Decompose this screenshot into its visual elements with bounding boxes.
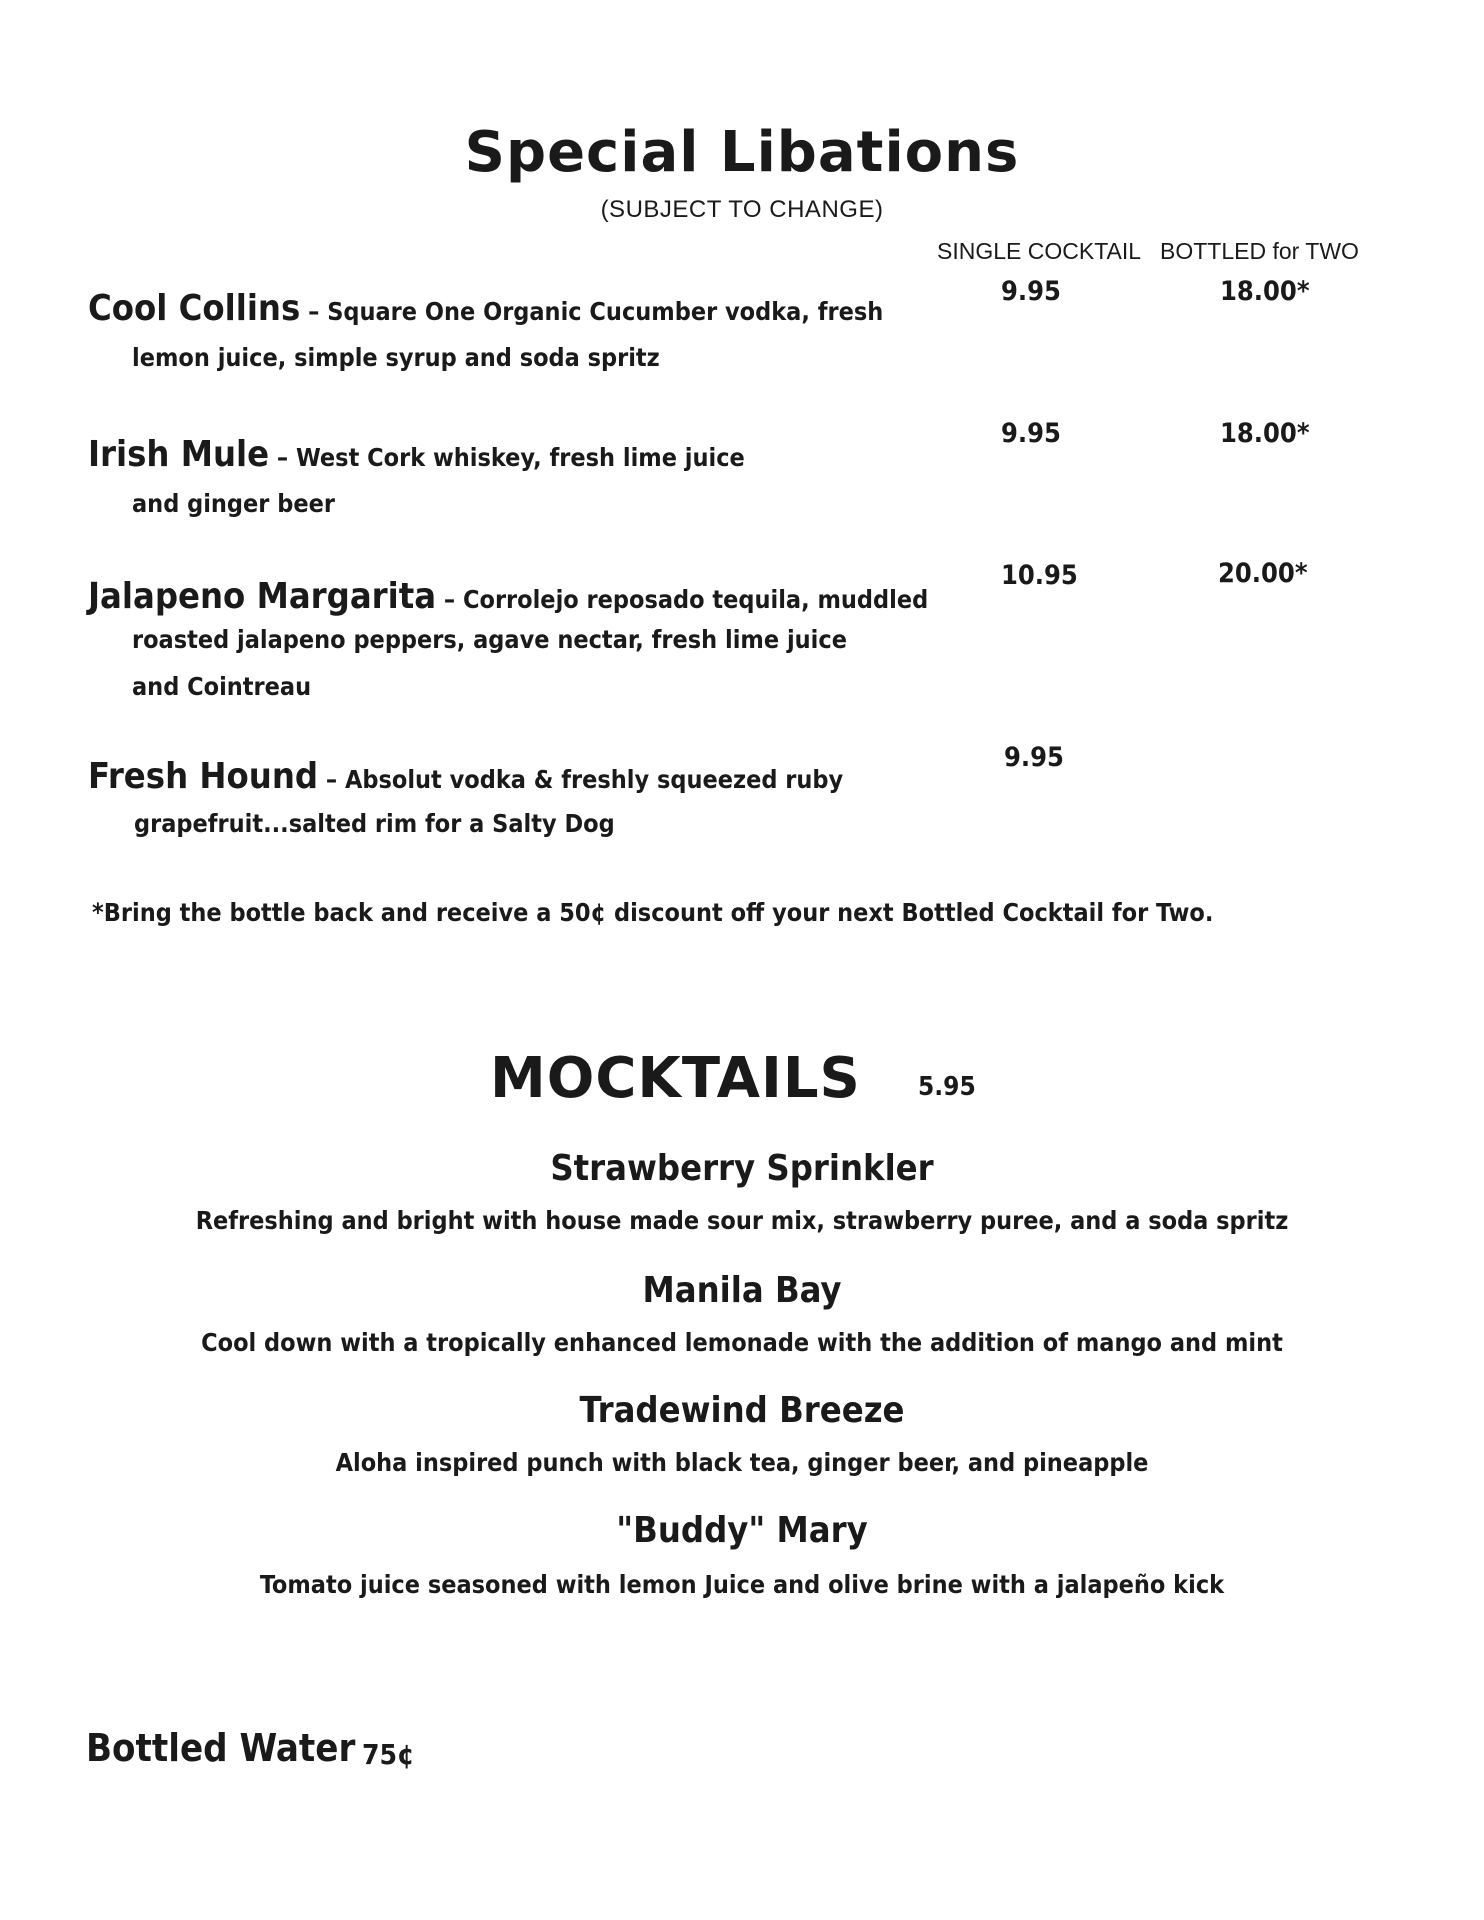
- libation-separator: –: [436, 585, 463, 614]
- libation-description-cont: lemon juice, simple syrup and soda spritz: [132, 343, 660, 372]
- libation-name: Cool Collins: [88, 288, 301, 329]
- column-header-bottled: BOTTLED for TWO: [1160, 238, 1359, 264]
- libation-separator: –: [269, 443, 296, 472]
- price-bottled: 18.00*: [1220, 418, 1310, 449]
- mocktail-name: Manila Bay: [642, 1270, 842, 1311]
- libation-description-cont: and Cointreau: [132, 672, 312, 701]
- price-bottled: 18.00*: [1220, 276, 1310, 307]
- menu-title: Special Libations: [464, 120, 1020, 185]
- mocktail-name: "Buddy" Mary: [616, 1510, 868, 1551]
- mocktail-name: Tradewind Breeze: [579, 1390, 905, 1431]
- mocktails-price: 5.95: [918, 1072, 976, 1102]
- price-single: 9.95: [1004, 742, 1064, 773]
- mocktail-description: Tomato juice seasoned with lemon Juice and olive brine with a jalapeño kick: [259, 1570, 1225, 1599]
- libation-item: [88, 576, 928, 617]
- price-bottled: 20.00*: [1218, 558, 1308, 589]
- menu-subtitle: (SUBJECT TO CHANGE): [600, 196, 884, 223]
- mocktails-title: MOCKTAILS: [490, 1046, 861, 1111]
- libation-name: Jalapeno Margarita: [88, 576, 437, 617]
- mocktail-description: Refreshing and bright with house made sour mix, strawberry puree, and a soda spritz: [195, 1206, 1289, 1235]
- libation-name: Irish Mule: [88, 434, 270, 475]
- bottled-water-price: 75¢: [362, 1738, 415, 1771]
- libation-description: Square One Organic Cucumber vodka, fresh: [327, 297, 884, 326]
- mocktail-description: Cool down with a tropically enhanced lemonade with the addition of mango and mint: [201, 1328, 1283, 1357]
- libation-description-cont: and ginger beer: [132, 489, 335, 518]
- libation-item: [88, 756, 843, 797]
- libation-item: [88, 434, 745, 475]
- libation-separator: –: [318, 765, 345, 794]
- libation-description: West Cork whiskey, fresh lime juice: [296, 443, 745, 472]
- price-single: 10.95: [1001, 560, 1078, 591]
- libation-item: [88, 288, 883, 329]
- libation-name: Fresh Hound: [88, 756, 319, 797]
- bottled-water-name: Bottled Water: [86, 1726, 356, 1770]
- column-header-single: SINGLE COCKTAIL: [937, 238, 1142, 264]
- libation-separator: –: [300, 297, 328, 326]
- mocktail-description: Aloha inspired punch with black tea, ginger beer, and pineapple: [335, 1448, 1149, 1477]
- bottle-footnote: *Bring the bottle back and receive a 50¢ discount off your next Bottled Cocktail for Two.: [92, 898, 1214, 927]
- libation-description-cont: roasted jalapeno peppers, agave nectar, fresh lime juice: [132, 625, 847, 654]
- price-single: 9.95: [1001, 418, 1061, 449]
- mocktail-name: Strawberry Sprinkler: [550, 1148, 934, 1189]
- libation-description: Corrolejo reposado tequila, muddled: [463, 585, 929, 614]
- libation-description: Absolut vodka & freshly squeezed ruby: [344, 765, 844, 794]
- price-single: 9.95: [1001, 276, 1061, 307]
- libation-description-cont: grapefruit...salted rim for a Salty Dog: [134, 809, 615, 838]
